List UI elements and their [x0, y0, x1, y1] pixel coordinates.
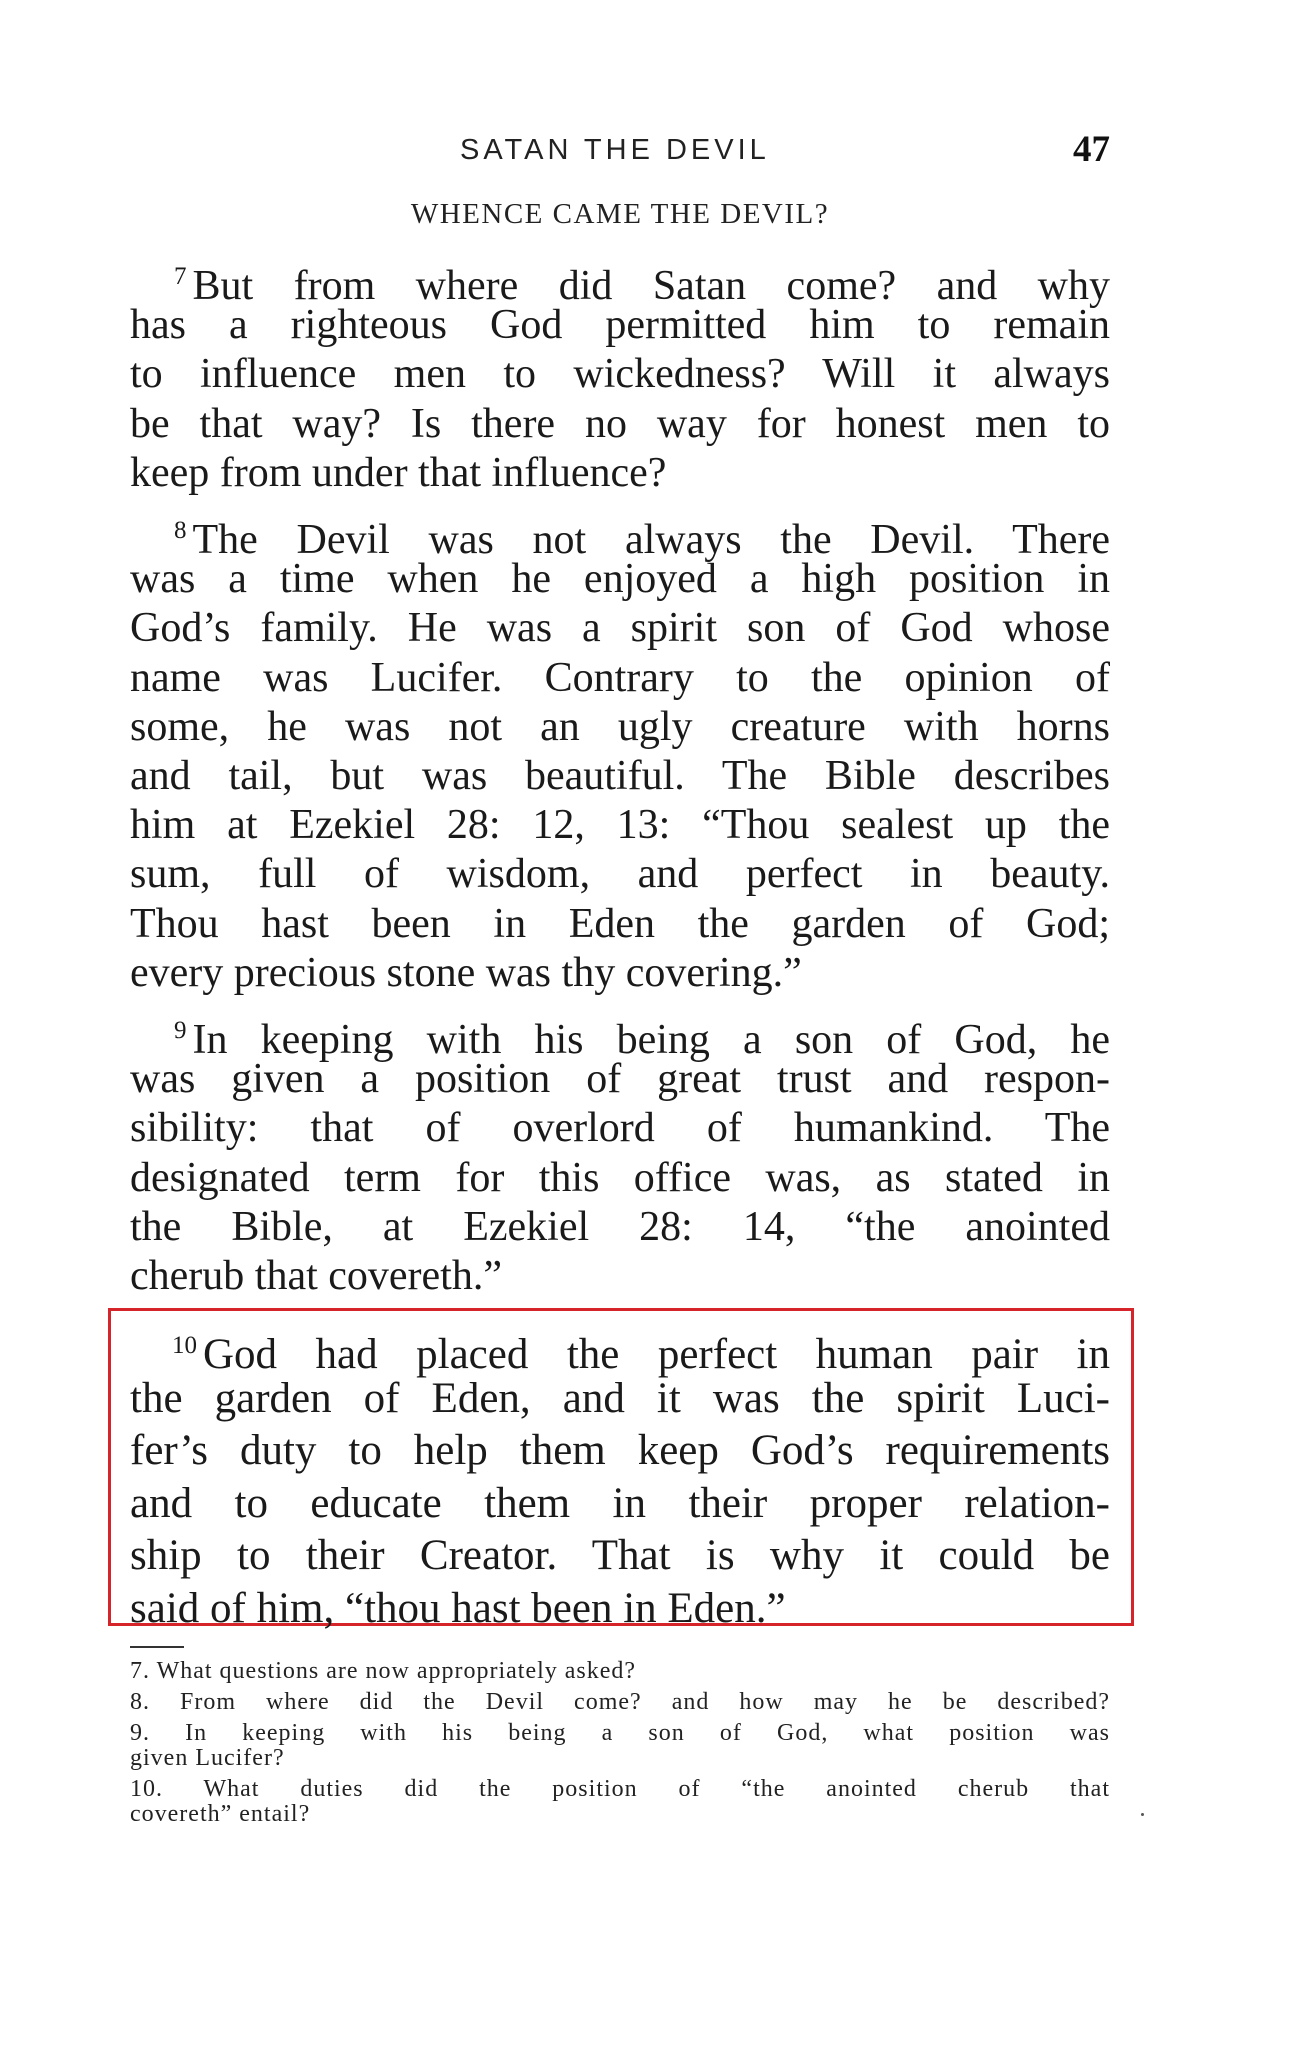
footnote-line: 8. From where did the Devil come? and how may he be described? — [130, 1689, 1110, 1715]
paragraph-line: said of him, “thou hast been in Eden.” — [130, 1584, 786, 1632]
paragraph-line: But from where did Satan come? and why — [192, 263, 1110, 309]
paragraph-line: name was Lucifer. Contrary to the opinion of — [130, 654, 1110, 701]
paragraph-line: keep from under that influence? — [130, 449, 667, 496]
paragraph-line: sum, full of wisdom, and perfect in beauty. — [130, 851, 1110, 898]
paragraph-line: was a time when he enjoyed a high position in — [130, 556, 1110, 603]
running-title: SATAN THE DEVIL — [460, 134, 770, 166]
paragraph-line: and tail, but was beautiful. The Bible describes — [130, 752, 1110, 799]
paragraph-line: sibility: that of overlord of humankind. The — [130, 1105, 1110, 1152]
paragraph-line: God’s family. He was a spirit son of God whose — [130, 605, 1110, 652]
paragraph-line: him at Ezekiel 28: 12, 13: “Thou sealest up the — [130, 802, 1110, 849]
paragraph-line: the garden of Eden, and it was the spirit Luci- — [130, 1374, 1110, 1422]
footnote-line: 9. In keeping with his being a son of God, what position was — [130, 1720, 1110, 1746]
paragraph-line: be that way? Is there no way for honest men to — [130, 400, 1110, 447]
footnote-line: 7. What questions are now appropriately asked? — [130, 1658, 637, 1684]
footnote-line: covereth” entail? — [130, 1801, 311, 1827]
paragraph-number: 9 — [174, 1017, 187, 1044]
paragraph-line: Thou hast been in Eden the garden of God; — [130, 900, 1110, 947]
paragraph-7 — [130, 252, 1110, 498]
running-head — [130, 128, 1110, 178]
footnotes — [130, 1656, 1110, 1830]
paragraph-10 — [130, 1320, 1110, 1635]
paragraph-line: fer’s duty to help them keep God’s requirements — [130, 1427, 1110, 1474]
page-number: 47 — [1073, 129, 1110, 170]
paragraph-8 — [130, 506, 1110, 998]
paragraph-line: cherub that covereth.” — [130, 1252, 502, 1299]
section-heading: WHENCE CAME THE DEVIL? — [410, 198, 830, 230]
paragraph-line: the Bible, at Ezekiel 28: 14, “the anointed — [130, 1203, 1110, 1250]
footnote-line: given Lucifer? — [130, 1745, 285, 1771]
paragraph-line: has a righteous God permitted him to remain — [130, 302, 1110, 349]
paragraph-number: 8 — [174, 517, 187, 544]
print-speck — [1141, 1813, 1144, 1816]
paragraph-line: and to educate them in their proper relation- — [130, 1479, 1110, 1527]
paragraph-line: In keeping with his being a son of God, he — [192, 1017, 1110, 1063]
paragraph-line: The Devil was not always the Devil. There — [192, 517, 1110, 563]
paragraph-line: every precious stone was thy covering.” — [130, 949, 802, 996]
paragraph-number: 7 — [174, 263, 187, 290]
paragraph-line: God had placed the perfect human pair in — [203, 1331, 1110, 1378]
paragraph-number: 10 — [172, 1332, 197, 1359]
paragraph-9 — [130, 1006, 1110, 1301]
footnote-rule — [130, 1646, 184, 1648]
paragraph-line: some, he was not an ugly creature with horns — [130, 703, 1110, 750]
paragraph-line: designated term for this office was, as stated in — [130, 1154, 1110, 1201]
paragraph-line: ship to their Creator. That is why it could be — [130, 1532, 1110, 1579]
paragraph-line: to influence men to wickedness? Will it always — [130, 351, 1110, 398]
paragraph-line: was given a position of great trust and respon- — [130, 1056, 1110, 1103]
footnote-line: 10. What duties did the position of “the anointed cherub that — [130, 1776, 1110, 1802]
